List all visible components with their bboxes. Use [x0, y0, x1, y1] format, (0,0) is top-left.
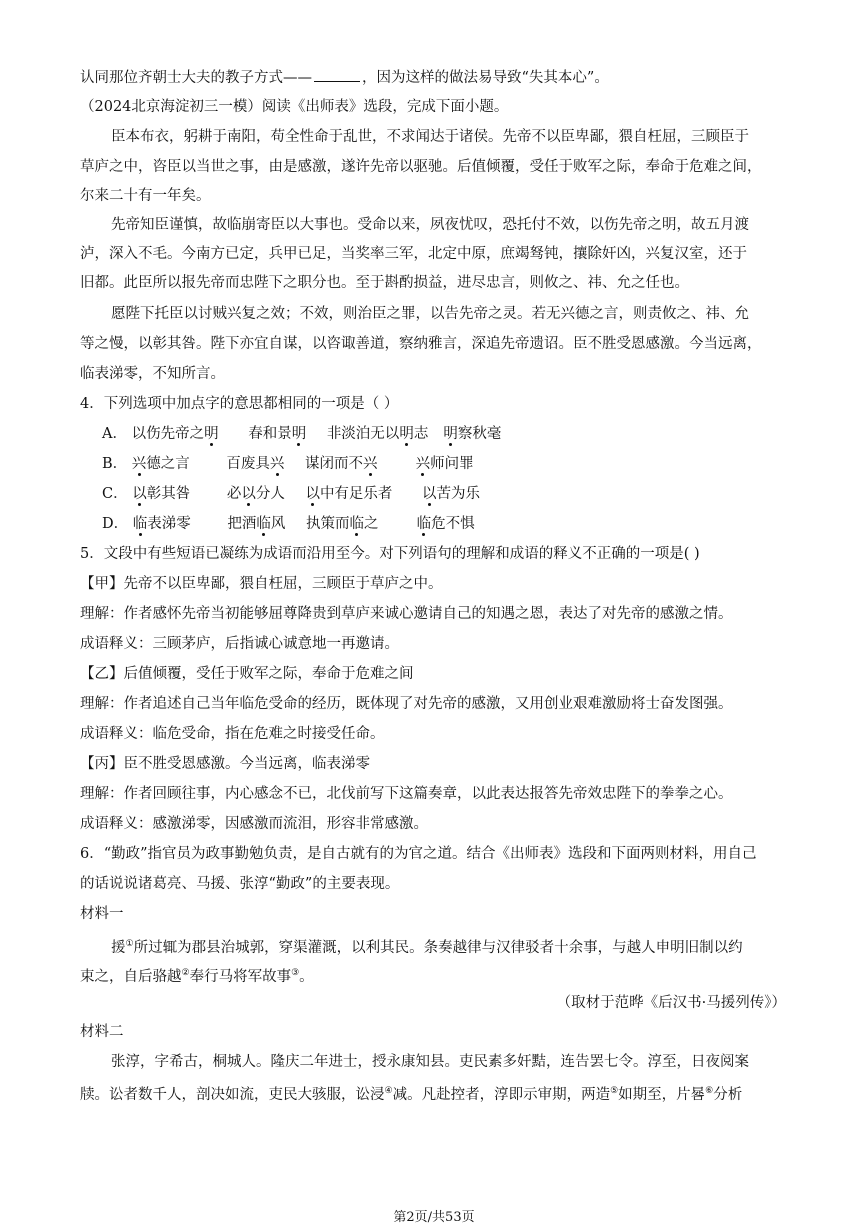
question-5: 5．文段中有些短语已凝练为成语而沿用至今。对下列语句的理解和成语的释义不正确的一项是( ): [80, 546, 700, 562]
item-bing-idiom: 成语释义：感激涕零，因感激而流泪，形容非常感激。: [80, 816, 428, 832]
passage-line: 临表涕零，不知所言。: [80, 366, 225, 382]
dotted-char: 兴: [269, 456, 285, 472]
text: 危不惧: [431, 516, 475, 532]
passage-line: 先帝知臣谨慎，故临崩寄臣以大事也。受命以来，夙夜忧叹，恐托付不效，以伤先帝之明，故五月渡: [111, 217, 749, 233]
text: 非淡泊无以: [326, 426, 400, 442]
text: 认同那位齐朝士大夫的教子方式——: [80, 70, 312, 86]
footnote-marker: ③: [291, 968, 300, 978]
text: 援: [111, 939, 126, 956]
question-6-cont: 的话说说诸葛亮、马援、张淳“勤政”的主要表现。: [80, 876, 400, 892]
dotted-char: 兴: [131, 456, 147, 472]
text: 束之，自后骆越: [80, 968, 182, 985]
question-6: 6．“勤政”指官员为政事勤勉负责，是自古就有的为官之道。结合《出师表》选段和下面两则材料，用自己: [80, 846, 757, 862]
passage-line: 愿陛下托臣以讨贼兴复之效；不效，则治臣之罪，以告先帝之灵。若无兴德之言，则责攸之、祎、允: [111, 306, 749, 322]
material-2-line: [80, 1081, 742, 1105]
passage-line: 尔来二十有一年矣。: [80, 188, 211, 204]
dotted-char: 以: [305, 486, 320, 502]
page-footer: 第2页/共53页: [393, 1210, 475, 1225]
item-yi-understanding: 理解：作者追述自己当年临危受命的经历，既体现了对先帝的感激，又用创业艰难激励将士奋发图强。: [80, 696, 733, 712]
answer-blank: [314, 67, 360, 82]
text: 必: [226, 486, 242, 502]
text: 春和景: [248, 426, 292, 442]
text: 执策而: [305, 516, 350, 532]
dotted-char: 临: [132, 516, 148, 532]
question-4: 4．下列选项中加点字的意思都相同的一项是（ ）: [80, 396, 399, 412]
footnote-marker: ①: [125, 939, 134, 949]
option-label: B．: [102, 456, 128, 472]
dotted-char: 临: [349, 516, 364, 532]
footnote-marker: ⑥: [705, 1086, 714, 1096]
text: 风: [270, 516, 286, 532]
text: 分析: [713, 1086, 743, 1103]
material-2-heading: 材料二: [80, 1024, 124, 1040]
item-yi-idiom: 成语释义：临危受命，指在危难之时接受任命。: [80, 726, 385, 742]
dotted-char: 以: [422, 486, 437, 502]
text: 表涕零: [147, 516, 191, 532]
text: 察秋毫: [457, 426, 502, 442]
text: 德之言: [146, 456, 190, 472]
text: 牍。讼者数千人，剖决如流，吏民大骇服，讼浸: [80, 1086, 385, 1103]
option-d[interactable]: [102, 514, 475, 534]
passage-line: 旧都。此臣所以报先帝而忠陛下之职分也。至于斟酌损益，进尽忠言，则攸之、祎、允之任也。: [80, 275, 689, 291]
passage-line: 泸，深入不毛。今南方已定，兵甲已足，当奖率三军，北定中原，庶竭驽钝，攘除奸凶，兴复汉室，还于: [80, 246, 747, 262]
option-label: D．: [102, 516, 129, 532]
text: 之: [363, 516, 379, 532]
text: 奉行马将军故事: [189, 968, 292, 985]
text: 分人: [255, 486, 285, 502]
dotted-char: 兴: [415, 456, 431, 472]
text: 把酒: [227, 516, 257, 532]
dotted-char: 临: [256, 516, 271, 532]
dotted-char: 以: [241, 486, 256, 502]
material-1-line: [111, 934, 743, 958]
text: 所过辄为郡县治城郭，穿渠灌溉，以利其民。条奏越律与汉律驳者十余事，与越人申明旧制以约: [133, 939, 743, 956]
item-jia: 【甲】先帝不以臣卑鄙，猥自枉屈，三顾臣于草庐之中。: [80, 576, 443, 592]
dotted-char: 明: [204, 426, 219, 442]
text: 彰其咎: [146, 486, 191, 502]
item-bing-understanding: 理解：作者回顾往事，内心感念不已，北伐前写下这篇奏章，以此表达报答先帝效忠陛下的拳拳之心。: [80, 786, 733, 802]
text: 。: [299, 968, 314, 985]
text: 苦为乐: [436, 486, 481, 502]
text: 师问罪: [430, 456, 474, 472]
section-intro: （2024北京海淀初三一模）阅读《出师表》选段，完成下面小题。: [80, 99, 509, 115]
footnote-marker: ②: [181, 968, 190, 978]
text: 志: [413, 426, 429, 442]
dotted-char: 明: [443, 426, 458, 442]
material-1-source: （取材于范晔《后汉书·马援列传》）: [556, 995, 786, 1011]
dotted-char: 明: [291, 426, 307, 442]
passage-line: 臣本布衣，躬耕于南阳，苟全性命于乱世，不求闻达于诸侯。先帝不以臣卑鄙，猥自枉屈，三顾臣于: [111, 129, 749, 145]
item-jia-idiom: 成语释义：三顾茅庐，后指诚心诚意地一再邀请。: [80, 636, 399, 652]
text: 百废具: [226, 456, 270, 472]
text: 谋闭而不: [304, 456, 363, 472]
text: 以伤先帝之: [131, 426, 205, 442]
dotted-char: 临: [416, 516, 432, 532]
item-yi: 【乙】后值倾覆，受任于败军之际，奉命于危难之间: [80, 666, 414, 682]
text: 减。凡赴控者，淳即示审期，两造: [392, 1086, 611, 1103]
material-1-heading: 材料一: [80, 906, 124, 922]
option-label: A．: [102, 426, 127, 442]
dotted-char: 以: [132, 486, 147, 502]
option-b[interactable]: [102, 454, 474, 474]
passage-line: 草庐之中，咨臣以当世之事，由是感激，遂许先帝以驱驰。后值倾覆，受任于败军之际，奉命于危难之间，: [80, 159, 762, 175]
text: 中有足乐者: [319, 486, 393, 502]
material-2-line: 张淳，字希古，桐城人。隆庆二年进士，授永康知县。吏民素多奸黠，连告罢七令。淳至，日夜阅案: [111, 1054, 749, 1070]
option-c[interactable]: [102, 484, 480, 504]
footnote-marker: ⑤: [610, 1086, 619, 1096]
item-bing: 【丙】臣不胜受恩感激。今当远离，临表涕零: [80, 756, 370, 772]
option-a[interactable]: [102, 424, 501, 444]
text: 如期至，片晷: [618, 1086, 706, 1103]
material-1-line: [80, 963, 314, 987]
option-label: C．: [102, 486, 128, 502]
item-jia-understanding: 理解：作者感怀先帝当初能够屈尊降贵到草庐来诚心邀请自己的知遇之恩，表达了对先帝的感激之情。: [80, 606, 733, 622]
text-line: [80, 67, 609, 88]
text: ，因为这样的做法易导致“失其本心”。: [362, 70, 609, 86]
dotted-char: 明: [399, 426, 414, 442]
footnote-marker: ④: [384, 1086, 393, 1096]
dotted-char: 兴: [362, 456, 378, 472]
passage-line: 等之慢，以彰其咎。陛下亦宜自谋，以咨诹善道，察纳雅言，深追先帝遗诏。臣不胜受恩感激。今当远离，: [80, 336, 762, 352]
